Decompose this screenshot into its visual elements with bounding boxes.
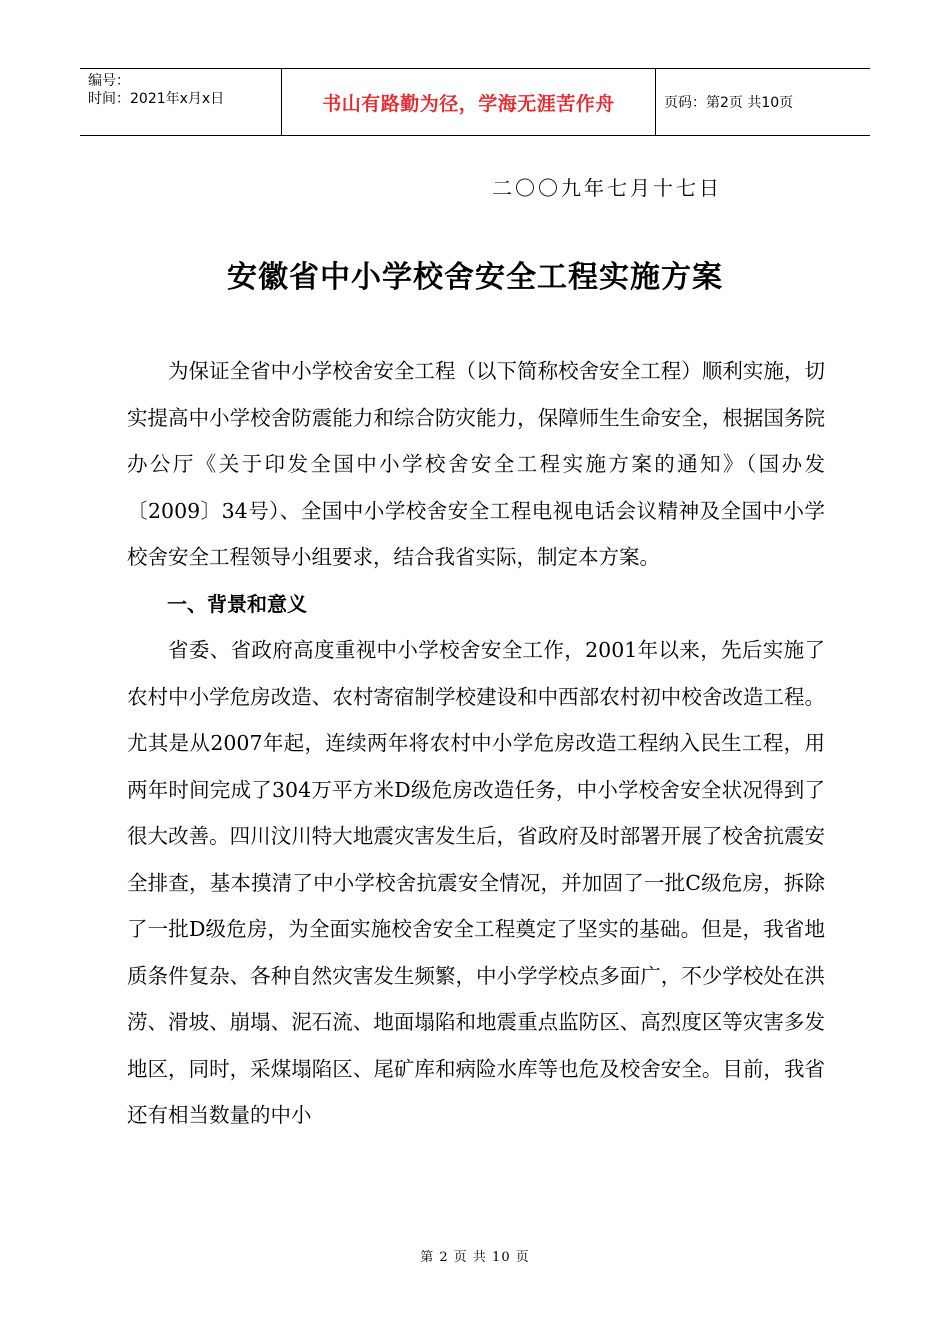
document-body: [127, 348, 825, 1139]
header-meta-cell: [80, 69, 282, 135]
header-page-info: 页码：第2页 共10页: [664, 95, 794, 111]
section-heading: 一、背景和意义: [167, 591, 307, 616]
intro-paragraph: 为保证全省中小学校舍安全工程（以下简称校舍安全工程）顺利实施，切实提高中小学校舍防震能力和综合防灾能力，保障师生生命安全，根据国务院办公厅《关于印发全国中小学校舍安全工程实施方案的通知》（国办发〔2009〕34号）、全国中小学校舍安全工程电视电话会议精神及全国中小学校舍安全工程领导小组要求，结合我省实际，制定本方案。: [127, 359, 825, 569]
document-date: 二〇〇九年七月十七日: [492, 176, 722, 200]
page-header-table: [80, 68, 870, 136]
document-title: 安徽省中小学校舍安全工程实施方案: [227, 260, 723, 295]
time-label: 时间：2021年x月x日: [88, 91, 225, 107]
page-footer: 第 2 页 共 10 页: [420, 1250, 530, 1265]
header-motto: 书山有路勤为径，学海无涯苦作舟: [282, 69, 656, 135]
section-paragraph: 省委、省政府高度重视中小学校舍安全工作，2001年以来，先后实施了农村中小学危房改造、农村寄宿制学校建设和中西部农村初中校舍改造工程。尤其是从2007年起，连续两年将农村中小学危房改造工程纳入民生工程，用两年时间完成了304万平方米D级危房改造任务，中小学校舍安全状况得到了很大改善。四川汶川特大地震灾害发生后，省政府及时部署开展了校舍抗震安全排查，基本摸清了中小学校舍抗震安全情况，并加固了一批C级危房，拆除了一批D级危房，为全面实施校舍安全工程奠定了坚实的基础。但是，我省地质条件复杂、各种自然灾害发生频繁，中小学学校点多面广，不少学校处在洪涝、滑坡、崩塌、泥石流、地面塌陷和地震重点监防区、高烈度区等灾害多发地区，同时，采煤塌陷区、尾矿库和病险水库等也危及校舍安全。目前，我省还有相当数量的中小: [127, 638, 825, 1127]
serial-number-label: 编号：: [88, 73, 130, 89]
